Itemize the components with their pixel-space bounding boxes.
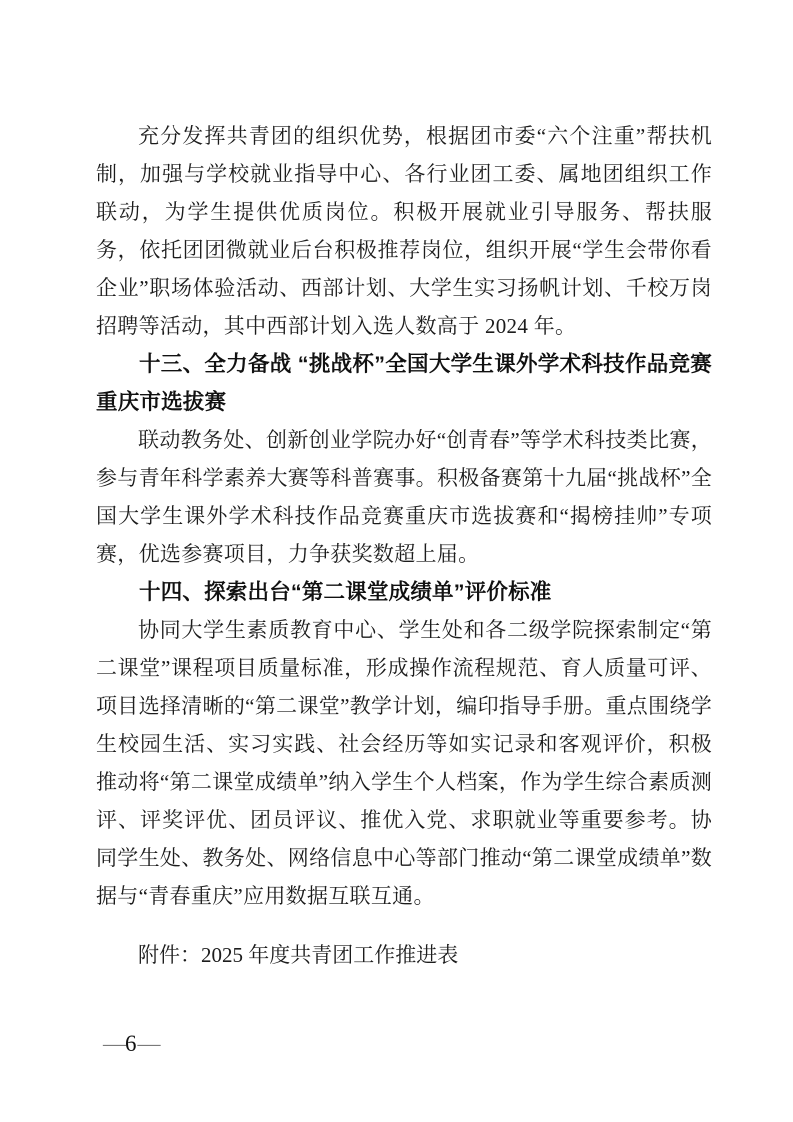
paragraph-intro: 充分发挥共青团的组织优势，根据团市委“六个注重”帮扶机制，加强与学校就业指导中心、各行业团工委、属地团组织工作联动，为学生提供优质岗位。积极开展就业引导服务、帮扶服务，依托团团微就业后台积极推荐岗位，组织开展“学生会带你看企业”职场体验活动、西部计划、大学生实习扬帆计划、千校万岗招聘等活动，其中西部计划入选人数高于 2024 年。	[96, 124, 712, 338]
page-number	[103, 1030, 159, 1058]
document-content	[96, 117, 712, 974]
page-number-value: 6	[125, 1031, 137, 1056]
section-14-heading: 十四、探索出台“第二课堂成绩单”评价标准	[139, 580, 552, 604]
page-number-right-dash: —	[137, 1031, 159, 1056]
section-13-heading: 十三、全力备战 “挑战杯”全国大学生课外学术科技作品竞赛重庆市选拔赛	[96, 352, 712, 414]
attachment-line: 附件：2025 年度共青团工作推进表	[138, 943, 459, 967]
section-13-paragraph: 联动教务处、创新创业学院办好“创青春”等学术科技类比赛，参与青年科学素养大赛等科普赛事。积极备赛第十九届“挑战杯”全国大学生课外学术科技作品竞赛重庆市选拔赛和“揭榜挂帅”专项赛，优选参赛项目，力争获奖数超上届。	[96, 428, 712, 566]
page-number-left-dash: —	[103, 1031, 124, 1056]
section-14-paragraph: 协同大学生素质教育中心、学生处和各二级学院探索制定“第二课堂”课程项目质量标准，形成操作流程规范、育人质量可评、项目选择清晰的“第二课堂”教学计划，编印指导手册。重点围绕学生校园生活、实习实践、社会经历等如实记录和客观评价，积极推动将“第二课堂成绩单”纳入学生个人档案，作为学生综合素质测评、评奖评优、团员评议、推优入党、求职就业等重要参考。协同学生处、教务处、网络信息中心等部门推动“第二课堂成绩单”数据与“青春重庆”应用数据互联互通。	[96, 618, 712, 908]
